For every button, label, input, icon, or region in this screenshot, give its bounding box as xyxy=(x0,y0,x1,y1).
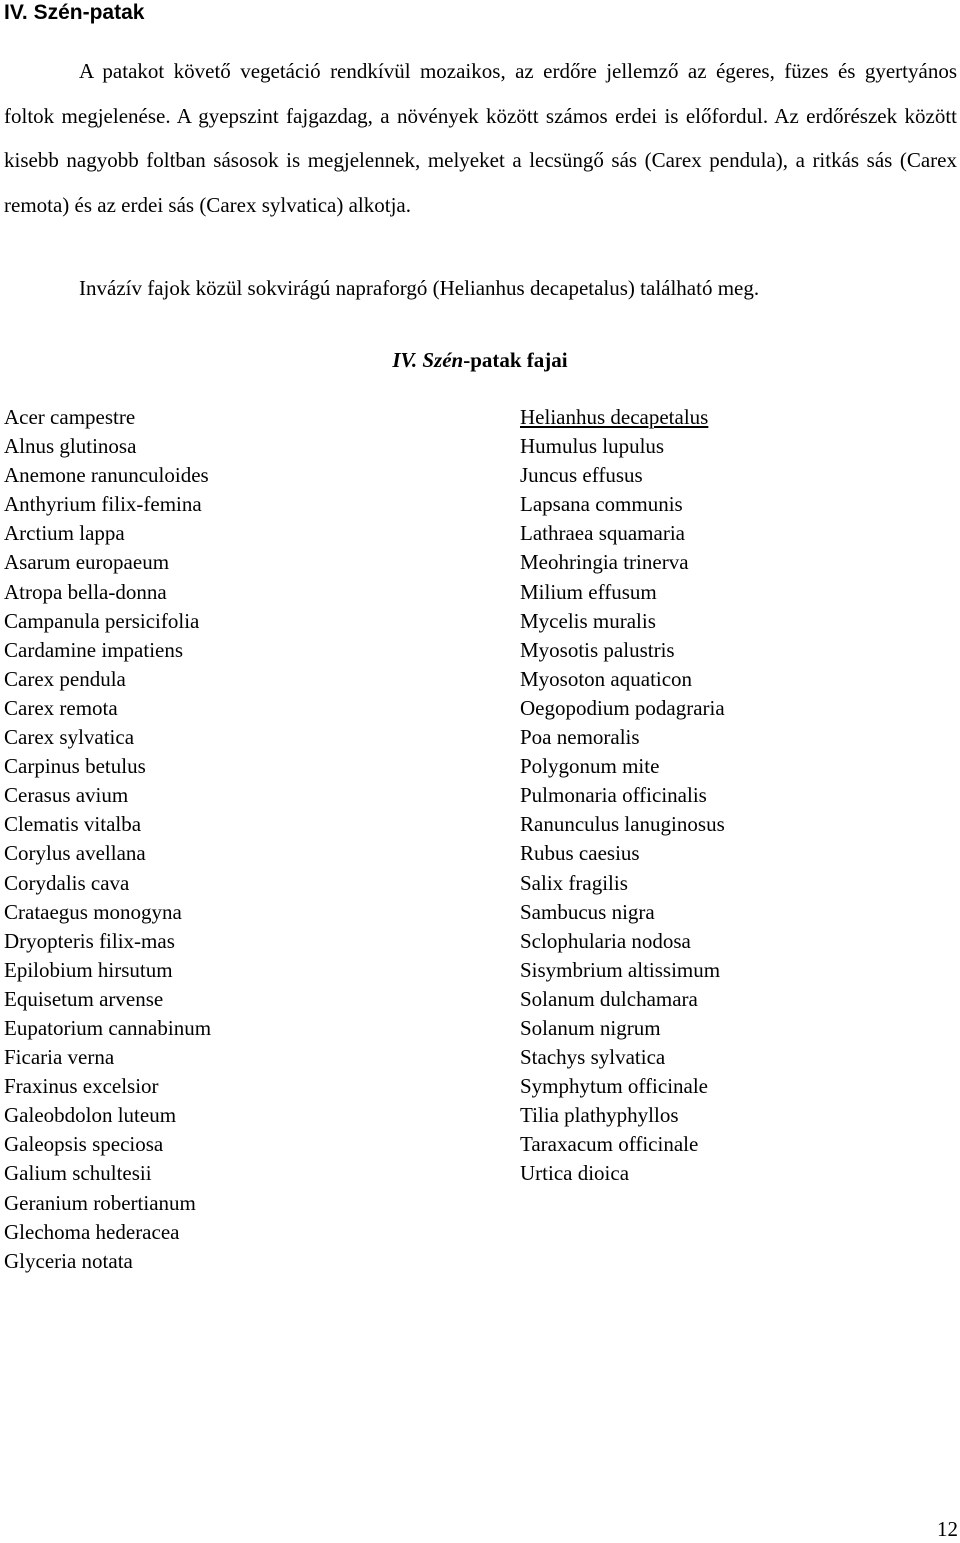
species-item: Ranunculus lanuginosus xyxy=(520,812,725,837)
species-item: Galeopsis speciosa xyxy=(4,1132,164,1157)
species-item: Cerasus avium xyxy=(4,783,129,808)
species-item: Helianhus decapetalus xyxy=(520,405,709,429)
species-item: Myosotis palustris xyxy=(520,637,675,662)
species-item: Corylus avellana xyxy=(4,841,146,866)
species-item: Taraxacum officinale xyxy=(520,1132,699,1157)
section-heading: IV. Szén-patak xyxy=(4,1,145,24)
species-item: Asarum europaeum xyxy=(4,550,170,575)
species-item: Juncus effusus xyxy=(520,463,643,488)
species-item: Solanum dulchamara xyxy=(520,986,698,1011)
species-item: Crataegus monogyna xyxy=(4,899,182,924)
page-number: 12 xyxy=(937,1517,958,1541)
species-item: Clematis vitalba xyxy=(4,812,142,837)
species-item: Galeobdolon luteum xyxy=(4,1103,177,1128)
species-item: Meohringia trinerva xyxy=(520,550,689,575)
species-item: Lathraea squamaria xyxy=(520,521,685,546)
species-item: Anemone ranunculoides xyxy=(4,463,209,488)
species-item: Acer campestre xyxy=(4,405,136,429)
species-list-right xyxy=(520,403,950,1189)
species-list-left xyxy=(4,403,484,1276)
species-item: Epilobium hirsutum xyxy=(4,957,173,982)
species-list-title-italic: IV. Szén xyxy=(392,348,464,372)
species-item: Mycelis muralis xyxy=(520,608,656,633)
species-item: Glechoma hederacea xyxy=(4,1219,180,1244)
species-item: Corydalis cava xyxy=(4,870,130,895)
species-item: Myosoton aquaticon xyxy=(520,666,693,691)
species-item: Atropa bella-donna xyxy=(4,579,167,604)
species-item: Pulmonaria officinalis xyxy=(520,783,707,808)
species-item: Eupatorium cannabinum xyxy=(4,1015,212,1040)
species-item: Geranium robertianum xyxy=(4,1190,196,1215)
species-item: Carex sylvatica xyxy=(4,725,135,750)
species-item: Ficaria verna xyxy=(4,1045,115,1070)
species-item: Milium effusum xyxy=(520,579,657,604)
species-item: Tilia plathyphyllos xyxy=(520,1103,679,1128)
species-list-title-rest: -patak fajai xyxy=(463,348,568,372)
species-list-title xyxy=(0,345,960,375)
species-item: Humulus lupulus xyxy=(520,434,665,459)
species-item: Polygonum mite xyxy=(520,754,660,779)
species-item: Symphytum officinale xyxy=(520,1074,709,1099)
species-item: Oegopodium podagraria xyxy=(520,695,725,720)
species-item: Carpinus betulus xyxy=(4,754,146,779)
species-item: Salix fragilis xyxy=(520,870,628,895)
species-item: Anthyrium filix-femina xyxy=(4,492,202,517)
species-item: Rubus caesius xyxy=(520,841,640,866)
species-item: Fraxinus excelsior xyxy=(4,1074,159,1099)
invasive-paragraph: Invázív fajok közül sokvirágú napraforgó (Helianhus decapetalus) található meg. xyxy=(79,276,760,300)
species-item: Cardamine impatiens xyxy=(4,637,184,662)
species-item: Carex remota xyxy=(4,695,118,720)
species-item: Poa nemoralis xyxy=(520,725,640,750)
species-item: Equisetum arvense xyxy=(4,986,164,1011)
species-item: Dryopteris filix-mas xyxy=(4,928,175,953)
species-item: Campanula persicifolia xyxy=(4,608,200,633)
species-item: Arctium lappa xyxy=(4,521,125,546)
species-item: Urtica dioica xyxy=(520,1161,630,1186)
species-item: Stachys sylvatica xyxy=(520,1045,666,1070)
species-item: Sambucus nigra xyxy=(520,899,655,924)
species-item: Glyceria notata xyxy=(4,1248,133,1273)
species-item: Lapsana communis xyxy=(520,492,683,517)
species-item: Solanum nigrum xyxy=(520,1015,661,1040)
species-item: Sclophularia nodosa xyxy=(520,928,691,953)
species-item: Carex pendula xyxy=(4,666,126,691)
species-item: Alnus glutinosa xyxy=(4,434,137,459)
species-item: Galium schultesii xyxy=(4,1161,152,1186)
species-item: Sisymbrium altissimum xyxy=(520,957,721,982)
intro-paragraph: A patakot követő vegetáció rendkívül mozaikos, az erdőre jellemző az égeres, füzes és gyertyános foltok megjelenése. A gyepszint fajgazdag, a növények között számos erdei is előfordul. Az erdőrészek között kisebb nagyobb foltban sásosok is megjelennek, melyeket a lecsüngő sás (Carex pendula), a ritkás sás (Carex remota) és az erdei sás (Carex sylvatica) alkotja. xyxy=(4,59,957,217)
